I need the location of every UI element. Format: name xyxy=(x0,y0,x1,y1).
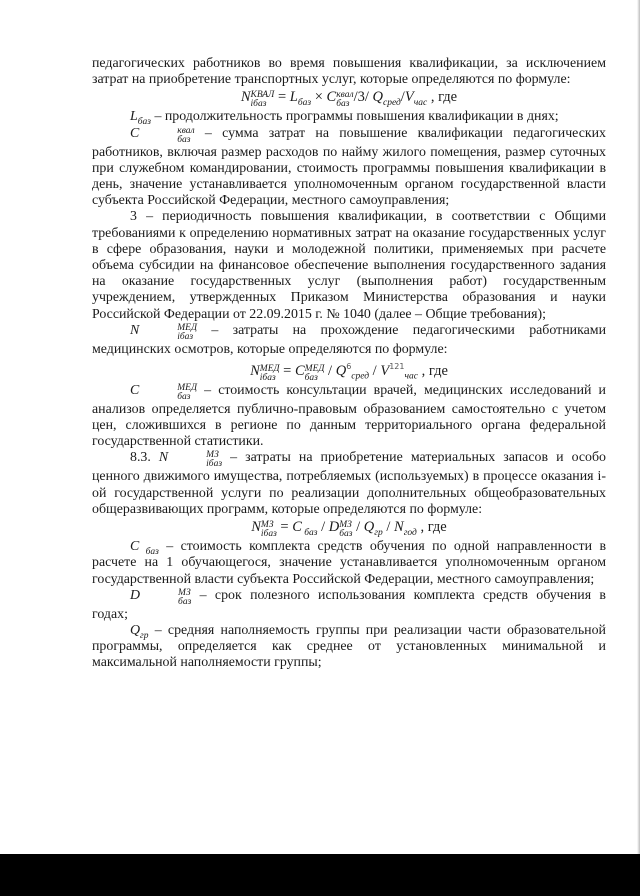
symbol-d-mz: D МЗ баз xyxy=(130,587,192,607)
formula-medical: N МЕД iбаз = C МЕД баз / $Q^6_{сред} / V^{121}_{час}$ , где xyxy=(250,362,448,383)
symbol-n-mz: N МЗ iбаз xyxy=(158,450,223,470)
symbol-c-med: C МЕД баз xyxy=(130,382,198,402)
definition-d-mz: D МЗ баз – срок полезного использования комплекта средств обучения в годах; xyxy=(92,587,606,622)
symbol-c-kval: C квал баз xyxy=(130,125,195,145)
section-number: 8.3. xyxy=(130,450,159,466)
formula-lhs: N КВАЛ iбаз xyxy=(240,89,275,110)
formula-qualification: N КВАЛ iбаз = $L_{баз} \times C$ квал баз /3/ $Q_{сред}/V_{час}$ , где xyxy=(240,89,458,110)
handwritten-note-6: 6 xyxy=(346,362,352,372)
definition-c-kval: C квал баз – сумма затрат на повышение квалификации педагогических работников, включая размер расходов по найму жилого помещения, размер суточных при служебном командировании, стоимость программы повышения квалификации в день, значение устанавливается уполномоченным органом государственной власти субъекта Российской Федерации, местного самоуправления; xyxy=(92,125,606,209)
section-8-3: 8.3. N МЗ iбаз – затраты на приобретение материальных запасов и особо ценного движимого имущества, потребляемых (используемых) в процессе оказания i-ой государственной услуги по реализации дополнительных общеобразовательных общеразвивающих программ, которые определяются по формуле: xyxy=(92,450,606,517)
paragraph-periodicity: 3 – периодичность повышения квалификации, в соответствии с Общими требованиями к определению нормативных затрат на оказание государственных услуг в сфере образования, науки и молодежной политики, применяемых при расчете объема субсидии на финансовое обеспечение выполнения государственного задания на оказание государственных услуг (выполнения работ) государственным учреждением, утвержденных Приказом Министерства образования и науки Российской Федерации от 22.09.2015 г. № 1040 (далее – Общие требования); xyxy=(92,209,606,322)
definition-c-med: C МЕД баз – стоимость консультации врачей, медицинских исследований и анализов определяется публично-правовым образованием самостоятельно с учетом цен, сложившихся в регионе по данным территориального органа федеральной государственной статистики. xyxy=(92,382,606,450)
symbol-q-gr: $Q_{гр}$ xyxy=(130,622,149,641)
scan-bottom-border xyxy=(0,854,640,896)
symbol-c-baz: C $_{баз}$ xyxy=(130,539,159,557)
formula-materials: N МЗ iбаз = C $_{баз}$ / D МЗ баз / $Q_{гр} / N_{год}$ , где xyxy=(251,519,447,540)
definition-c-baz: C $_{баз}$ – стоимость комплекта средств обучения по одной направленности в расчете на 1 обучающегося, значение устанавливается уполномоченным органом государственной власти субъекта Российской Федерации, местного самоуправления; xyxy=(92,539,607,587)
definition-q-gr: $Q_{гр}$ – средняя наполняемость группы при реализации части образовательной программы, определяется как среднее от установленных минимальной и максимальной наполняемости группы; xyxy=(92,622,606,671)
handwritten-note-121: 121 xyxy=(389,362,405,372)
symbol-n-med: N МЕД iбаз xyxy=(130,322,198,342)
definition-l-baz: $L_{баз}$ – продолжительность программы повышения квалификации в днях; xyxy=(130,109,559,128)
definition-n-med: N МЕД iбаз – затраты на прохождение педагогическими работниками медицинских осмотров, которые определяются по формуле: xyxy=(92,322,606,357)
symbol-l: $L_{баз}$ xyxy=(130,109,151,128)
paragraph-intro: педагогических работников во время повышения квалификации, за исключением затрат на приобретение транспортных услуг, которые определяются по формуле: xyxy=(92,56,606,88)
document-body xyxy=(92,56,606,672)
